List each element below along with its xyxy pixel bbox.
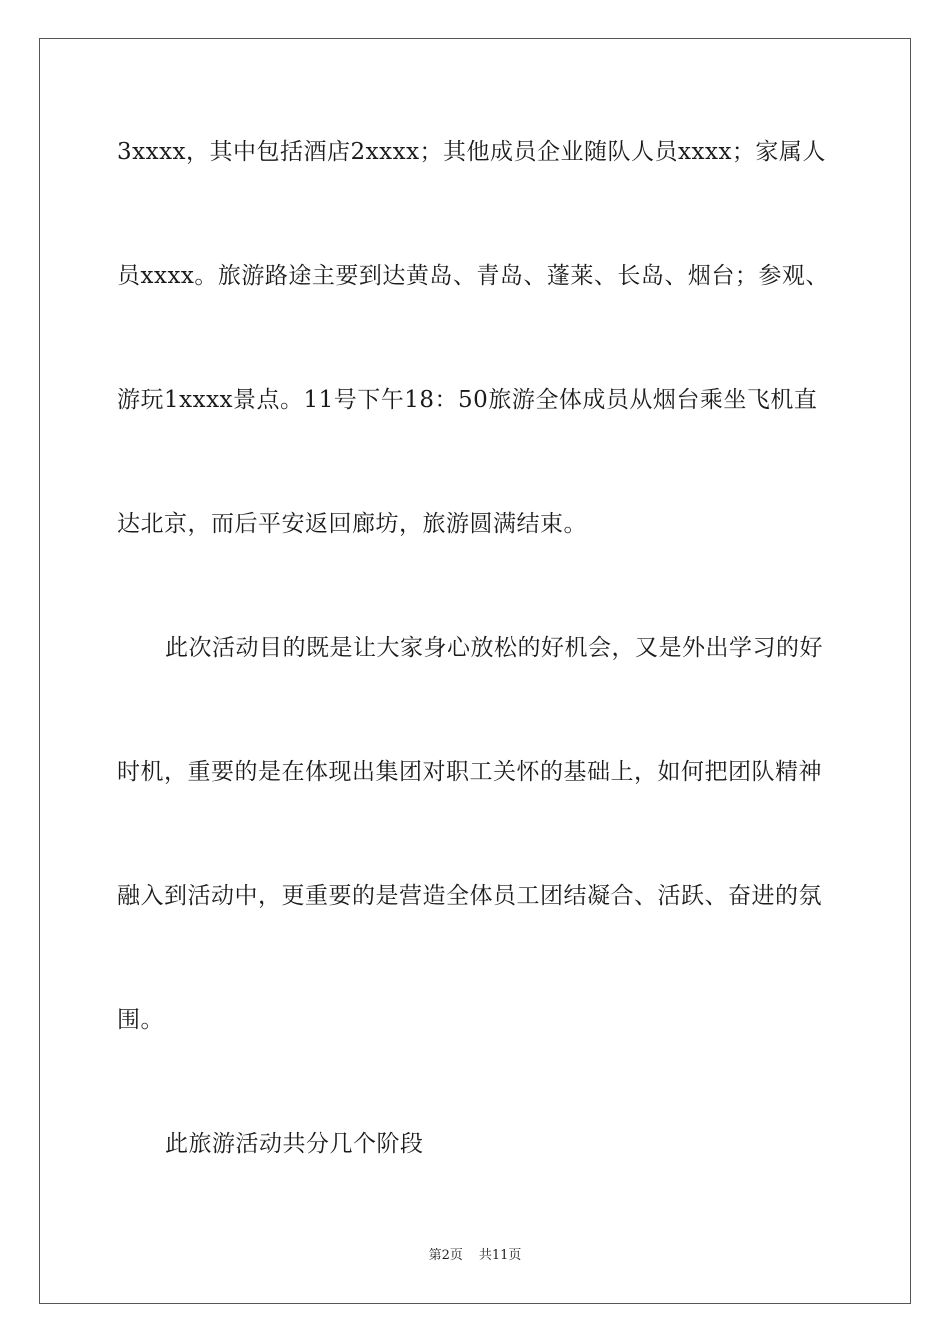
body-line-7: 融入到活动中，更重要的是营造全体员工团结凝合、活跃、奋进的氛 bbox=[117, 883, 822, 909]
body-line-4: 达北京，而后平安返回廊坊，旅游圆满结束。 bbox=[117, 511, 587, 537]
body-line-5: 此次活动目的既是让大家身心放松的好机会，又是外出学习的好 bbox=[165, 635, 823, 661]
body-line-1: 3xxxx，其中包括酒店2xxxx；其他成员企业随队人员xxxx；家属人 bbox=[117, 139, 826, 165]
body-line-3: 游玩1xxxx景点。11号下午18：50旅游全体成员从烟台乘坐飞机直 bbox=[117, 387, 818, 413]
page-border bbox=[39, 38, 911, 1304]
page-total: 共11页 bbox=[478, 1248, 522, 1263]
body-line-9: 此旅游活动共分几个阶段 bbox=[165, 1131, 424, 1157]
page-number: 第2页 bbox=[428, 1248, 463, 1263]
body-line-6: 时机，重要的是在体现出集团对职工关怀的基础上，如何把团队精神 bbox=[117, 759, 822, 785]
body-line-2: 员xxxx。旅游路途主要到达黄岛、青岛、蓬莱、长岛、烟台；参观、 bbox=[117, 263, 829, 289]
page-footer bbox=[0, 1247, 950, 1265]
body-line-8: 围。 bbox=[117, 1007, 164, 1033]
